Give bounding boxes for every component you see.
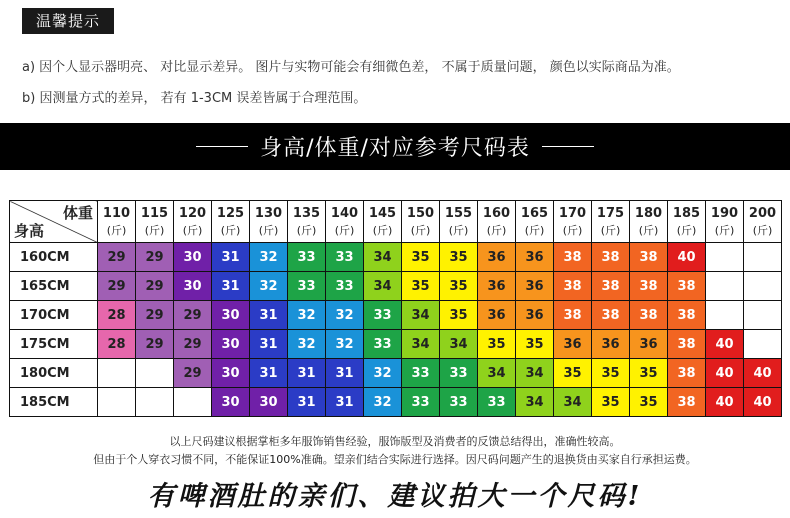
size-cell: 35: [440, 301, 478, 330]
size-cell: 33: [364, 301, 402, 330]
size-cell: 29: [98, 243, 136, 272]
size-cell: 35: [402, 272, 440, 301]
weight-unit: (斤): [258, 223, 279, 237]
size-cell: 31: [288, 388, 326, 417]
weight-value: 185: [672, 205, 701, 221]
size-cell: 30: [212, 330, 250, 359]
size-cell: 35: [554, 359, 592, 388]
size-cell: 38: [668, 359, 706, 388]
size-cell: 38: [630, 272, 668, 301]
empty-size-cell: [706, 272, 744, 301]
notice-title: 温馨提示: [22, 8, 114, 34]
size-cell: 33: [364, 330, 402, 359]
weight-value: 130: [254, 205, 283, 221]
weight-value: 110: [102, 205, 131, 221]
weight-unit: (斤): [676, 223, 697, 237]
empty-size-cell: [98, 359, 136, 388]
size-cell: 34: [364, 272, 402, 301]
weight-value: 145: [368, 205, 397, 221]
size-cell: 30: [212, 359, 250, 388]
size-cell: 33: [440, 388, 478, 417]
size-cell: 36: [630, 330, 668, 359]
size-cell: 40: [668, 243, 706, 272]
weight-value: 150: [406, 205, 435, 221]
weight-header-cell: [250, 201, 288, 243]
size-cell: 29: [136, 272, 174, 301]
size-cell: 34: [554, 388, 592, 417]
size-cell: 31: [250, 359, 288, 388]
empty-size-cell: [98, 388, 136, 417]
size-cell: 34: [402, 301, 440, 330]
size-cell: 31: [250, 301, 288, 330]
size-cell: 35: [592, 388, 630, 417]
size-cell: 36: [478, 243, 516, 272]
weight-value: 200: [748, 205, 777, 221]
weight-header-cell: [364, 201, 402, 243]
weight-unit: (斤): [486, 223, 507, 237]
size-cell: 35: [516, 330, 554, 359]
notice-line-a: a) 因个人显示器明亮、 对比显示差异。 图片与实物可能会有细微色差， 不属于质量问题， 颜色以实际商品为准。: [22, 60, 680, 75]
size-cell: 29: [174, 330, 212, 359]
corner-header-cell: [10, 201, 98, 243]
size-cell: 33: [478, 388, 516, 417]
weight-header-cell: [592, 201, 630, 243]
weight-unit: (斤): [600, 223, 621, 237]
weight-unit: (斤): [410, 223, 431, 237]
weight-unit: (斤): [144, 223, 165, 237]
weight-header-row: [10, 201, 782, 243]
empty-size-cell: [744, 272, 782, 301]
size-cell: 32: [288, 330, 326, 359]
weight-value: 155: [444, 205, 473, 221]
size-cell: 29: [136, 330, 174, 359]
size-cell: 32: [364, 359, 402, 388]
size-cell: 31: [326, 359, 364, 388]
size-cell: 35: [440, 272, 478, 301]
weight-header-cell: [440, 201, 478, 243]
weight-value: 190: [710, 205, 739, 221]
size-cell: 40: [744, 388, 782, 417]
size-cell: 33: [440, 359, 478, 388]
table-row: [10, 330, 782, 359]
size-cell: 32: [288, 301, 326, 330]
size-cell: 30: [212, 301, 250, 330]
height-label: 175CM: [10, 330, 98, 359]
height-label: 180CM: [10, 359, 98, 388]
size-cell: 35: [592, 359, 630, 388]
size-cell: 40: [706, 330, 744, 359]
weight-unit: (斤): [714, 223, 735, 237]
weight-value: 165: [520, 205, 549, 221]
weight-header-cell: [554, 201, 592, 243]
size-cell: 40: [706, 388, 744, 417]
weight-header-cell: [516, 201, 554, 243]
size-cell: 38: [668, 388, 706, 417]
weight-unit: (斤): [448, 223, 469, 237]
size-cell: 29: [174, 359, 212, 388]
weight-header-cell: [668, 201, 706, 243]
size-cell: 35: [630, 388, 668, 417]
table-row: [10, 388, 782, 417]
size-cell: 29: [174, 301, 212, 330]
size-cell: 34: [364, 243, 402, 272]
size-cell: 30: [250, 388, 288, 417]
size-cell: 32: [250, 243, 288, 272]
size-cell: 29: [98, 272, 136, 301]
weight-value: 125: [216, 205, 245, 221]
notice-line-b: b) 因测量方式的差异， 若有 1-3CM 误差皆属于合理范围。: [22, 91, 367, 106]
weight-unit: (斤): [334, 223, 355, 237]
size-cell: 38: [630, 301, 668, 330]
height-label: 160CM: [10, 243, 98, 272]
size-cell: 35: [630, 359, 668, 388]
size-cell: 34: [516, 388, 554, 417]
size-cell: 34: [440, 330, 478, 359]
size-cell: 38: [668, 330, 706, 359]
size-cell: 29: [136, 301, 174, 330]
empty-size-cell: [706, 243, 744, 272]
empty-size-cell: [136, 388, 174, 417]
size-cell: 32: [326, 301, 364, 330]
size-cell: 31: [326, 388, 364, 417]
size-cell: 32: [326, 330, 364, 359]
weight-header-cell: [174, 201, 212, 243]
weight-header-cell: [288, 201, 326, 243]
empty-size-cell: [136, 359, 174, 388]
weight-value: 135: [292, 205, 321, 221]
size-cell: 38: [630, 243, 668, 272]
footnote-line-2: 但由于个人穿衣习惯不同，不能保证100%准确。望亲们结合实际进行选择。因尺码问题产生的退换货由买家自行承担运费。: [93, 453, 697, 466]
size-cell: 36: [478, 301, 516, 330]
size-cell: 38: [668, 301, 706, 330]
weight-unit: (斤): [106, 223, 127, 237]
banner-title: 身高/体重/对应参考尺码表: [260, 136, 530, 161]
weight-unit: (斤): [562, 223, 583, 237]
weight-header-cell: [630, 201, 668, 243]
weight-unit: (斤): [638, 223, 659, 237]
size-cell: 28: [98, 301, 136, 330]
size-cell: 35: [402, 243, 440, 272]
size-cell: 34: [516, 359, 554, 388]
size-cell: 31: [288, 359, 326, 388]
size-cell: 38: [554, 272, 592, 301]
size-cell: 35: [478, 330, 516, 359]
weight-header-cell: [706, 201, 744, 243]
size-cell: 34: [478, 359, 516, 388]
size-cell: 31: [250, 330, 288, 359]
size-cell: 36: [478, 272, 516, 301]
size-cell: 36: [554, 330, 592, 359]
size-chart-banner: [0, 123, 790, 170]
size-cell: 36: [516, 301, 554, 330]
banner-rule-left: [196, 146, 248, 147]
size-cell: 38: [554, 301, 592, 330]
size-cell: 38: [668, 272, 706, 301]
corner-weight-label: 体重: [62, 204, 93, 222]
size-cell: 40: [744, 359, 782, 388]
size-cell: 36: [516, 243, 554, 272]
weight-header-cell: [402, 201, 440, 243]
weight-header-cell: [136, 201, 174, 243]
weight-value: 170: [558, 205, 587, 221]
height-label: 170CM: [10, 301, 98, 330]
size-cell: 34: [402, 330, 440, 359]
size-cell: 36: [592, 330, 630, 359]
table-row: [10, 301, 782, 330]
height-label: 185CM: [10, 388, 98, 417]
table-row: [10, 272, 782, 301]
weight-header-cell: [744, 201, 782, 243]
table-row: [10, 243, 782, 272]
size-cell: 35: [440, 243, 478, 272]
weight-header-cell: [478, 201, 516, 243]
weight-value: 175: [596, 205, 625, 221]
size-cell: 31: [212, 272, 250, 301]
size-cell: 32: [364, 388, 402, 417]
footnote-line-1: 以上尺码建议根据掌柜多年服饰销售经验，服饰版型及消费者的反馈总结得出，准确性较高。: [169, 435, 621, 448]
size-cell: 30: [212, 388, 250, 417]
weight-unit: (斤): [524, 223, 545, 237]
weight-unit: (斤): [372, 223, 393, 237]
weight-value: 140: [330, 205, 359, 221]
size-cell: 33: [402, 359, 440, 388]
weight-unit: (斤): [752, 223, 773, 237]
empty-size-cell: [174, 388, 212, 417]
weight-value: 180: [634, 205, 663, 221]
size-cell: 33: [288, 272, 326, 301]
size-cell: 30: [174, 243, 212, 272]
size-cell: 38: [592, 272, 630, 301]
size-cell: 33: [288, 243, 326, 272]
weight-value: 120: [178, 205, 207, 221]
weight-header-cell: [326, 201, 364, 243]
size-cell: 38: [592, 301, 630, 330]
size-cell: 38: [554, 243, 592, 272]
size-cell: 31: [212, 243, 250, 272]
size-cell: 38: [592, 243, 630, 272]
empty-size-cell: [706, 301, 744, 330]
banner-rule-right: [542, 146, 594, 147]
size-cell: 40: [706, 359, 744, 388]
size-cell: 30: [174, 272, 212, 301]
size-cell: 36: [516, 272, 554, 301]
size-cell: 29: [136, 243, 174, 272]
weight-value: 115: [140, 205, 169, 221]
weight-unit: (斤): [182, 223, 203, 237]
slogan-text: 有啤酒肚的亲们、建议拍大一个尺码!: [147, 481, 643, 512]
weight-value: 160: [482, 205, 511, 221]
weight-header-cell: [212, 201, 250, 243]
weight-unit: (斤): [220, 223, 241, 237]
size-cell: 33: [326, 243, 364, 272]
size-cell: 28: [98, 330, 136, 359]
weight-header-cell: [98, 201, 136, 243]
size-cell: 33: [402, 388, 440, 417]
size-chart-table: [9, 200, 782, 417]
empty-size-cell: [744, 301, 782, 330]
size-cell: 33: [326, 272, 364, 301]
weight-unit: (斤): [296, 223, 317, 237]
table-row: [10, 359, 782, 388]
height-label: 165CM: [10, 272, 98, 301]
corner-height-label: 身高: [14, 222, 45, 240]
size-cell: 32: [250, 272, 288, 301]
empty-size-cell: [744, 330, 782, 359]
empty-size-cell: [744, 243, 782, 272]
